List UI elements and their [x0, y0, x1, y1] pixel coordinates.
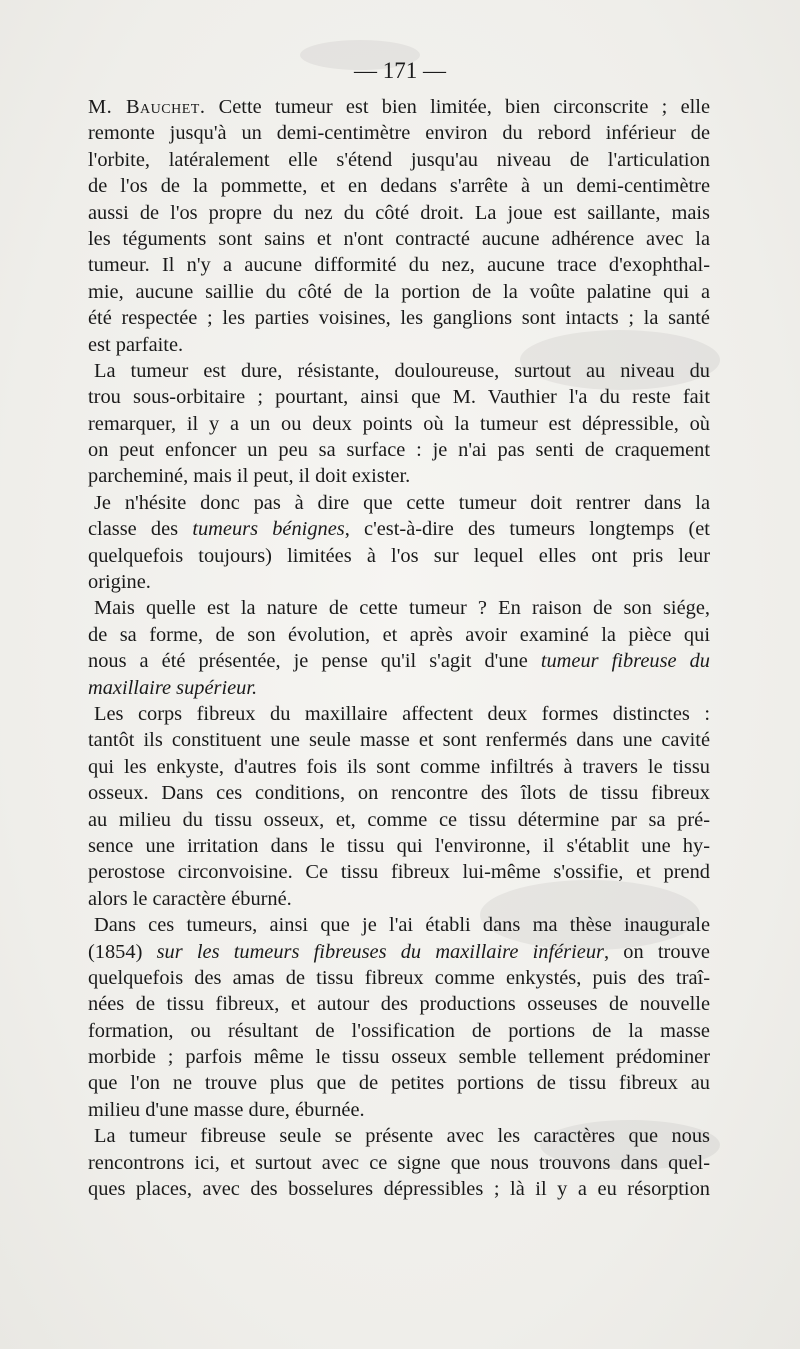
- text-line: [88, 490, 710, 516]
- text-line: milieu d'une masse dure, éburnée.: [88, 1098, 365, 1121]
- italic-segment: tumeur fibreuse du: [540, 650, 710, 673]
- text-line: quelquefois des amas de tissu fibreux comme enkystés, puis des traî-: [88, 966, 710, 989]
- text-segment: , c'est-à-dire des tumeurs longtemps (et: [344, 518, 710, 541]
- text-line: ques places, avec des bosselures dépressibles ; là il y a eu résorption: [88, 1178, 710, 1201]
- italic-segment: maxillaire supérieur.: [88, 676, 258, 699]
- text-line: [88, 516, 710, 542]
- text-line: l'orbite, latéralement elle s'étend jusqu'au niveau de l'articulation: [88, 148, 710, 171]
- text-line: Dans ces tumeurs, ainsi que je l'ai établi dans ma thèse inaugurale: [94, 914, 710, 937]
- text-line: [88, 939, 710, 965]
- text-line: sence une irritation dans le tissu qui l'environne, il s'établit une hy-: [88, 834, 710, 857]
- text-line: La tumeur est dure, résistante, douloureuse, surtout au niveau du: [94, 359, 710, 382]
- text-segment: Cette tumeur est bien limitée, bien circonscrite ; elle: [205, 96, 710, 118]
- text-line: origine.: [88, 571, 151, 594]
- text-line: qui les enkyste, d'autres fois ils sont comme infiltrés à travers le tissu: [88, 755, 710, 778]
- text-line: rencontrons ici, et surtout avec ce signe que nous trouvons dans quel-: [88, 1151, 710, 1174]
- text-line: aussi de l'os propre du nez du côté droit. La joue est saillante, mais: [88, 201, 710, 224]
- text-line: alors le caractère éburné.: [88, 887, 292, 910]
- text-line: tumeur. Il n'y a aucune difformité du nez, aucune trace d'exophthal-: [88, 254, 710, 277]
- text-line: au milieu du tissu osseux, et, comme ce tissu détermine par sa pré-: [88, 808, 710, 831]
- text-line: [88, 675, 710, 701]
- text-line: nées de tissu fibreux, et autour des productions osseuses de nouvelle: [88, 993, 710, 1016]
- speaker-name: M. Bauchet.: [88, 96, 206, 118]
- text-line: est parfaite.: [88, 333, 184, 356]
- text-line: on peut enfoncer un peu sa surface : je n'ai pas senti de craquement: [88, 439, 710, 462]
- text-segment: nous a été présentée, je pense qu'il s'agit d'une: [88, 650, 541, 673]
- page-number: — 171 —: [354, 58, 446, 83]
- text-line: formation, ou résultant de l'ossification de portions de la masse: [88, 1019, 710, 1042]
- italic-segment: tumeurs bénignes: [192, 518, 345, 541]
- text-line: osseux. Dans ces conditions, on rencontre des îlots de tissu fibreux: [88, 782, 710, 805]
- text-line: tantôt ils constituent une seule masse et sont renfermés dans une cavité: [88, 729, 710, 752]
- text-line: remarquer, il y a un ou deux points où la tumeur est dépressible, où: [88, 412, 710, 435]
- text-line: de l'os de la pommette, et en dedans s'arrête à un demi-centimètre: [88, 175, 710, 198]
- text-line: quelquefois toujours) limitées à l'os sur lequel elles ont pris leur: [88, 544, 710, 567]
- text-line: Mais quelle est la nature de cette tumeur ? En raison de son siége,: [94, 597, 710, 620]
- text-line: remonte jusqu'à un demi-centimètre environ du rebord inférieur de: [88, 122, 710, 145]
- text-line: trou sous-orbitaire ; pourtant, ainsi que M. Vauthier l'a du reste fait: [88, 386, 710, 409]
- text-segment: Je n'hésite donc pas à dire que cette tumeur doit rentrer dans la: [94, 491, 710, 514]
- text-line: que l'on ne trouve plus que de petites portions de tissu fibreux au: [88, 1072, 710, 1095]
- text-line: [88, 648, 710, 674]
- text-segment: , on trouve: [603, 940, 710, 963]
- text-line: de sa forme, de son évolution, et après avoir examiné la pièce qui: [88, 623, 710, 646]
- text-line: morbide ; parfois même le tissu osseux semble tellement prédominer: [88, 1046, 710, 1069]
- text-line: La tumeur fibreuse seule se présente avec les caractères que nous: [94, 1125, 710, 1148]
- italic-segment: sur les tumeurs fibreuses du maxillaire inférieur: [156, 940, 604, 963]
- text-segment: (1854): [88, 940, 157, 963]
- body-text: [88, 94, 710, 1202]
- text-line: mie, aucune saillie du côté de la portion de la voûte palatine qui a: [88, 280, 710, 303]
- text-line: Les corps fibreux du maxillaire affectent deux formes distinctes :: [94, 702, 710, 725]
- text-segment: classe des: [88, 518, 193, 541]
- text-line: les téguments sont sains et n'ont contracté aucune adhérence avec la: [88, 227, 710, 250]
- text-line: été respectée ; les parties voisines, les ganglions sont intacts ; la santé: [88, 307, 710, 330]
- text-line: perostose circonvoisine. Ce tissu fibreux lui-même s'ossifie, et prend: [88, 861, 710, 884]
- text-line: [88, 94, 710, 120]
- text-line: parcheminé, mais il peut, il doit exister.: [88, 465, 411, 488]
